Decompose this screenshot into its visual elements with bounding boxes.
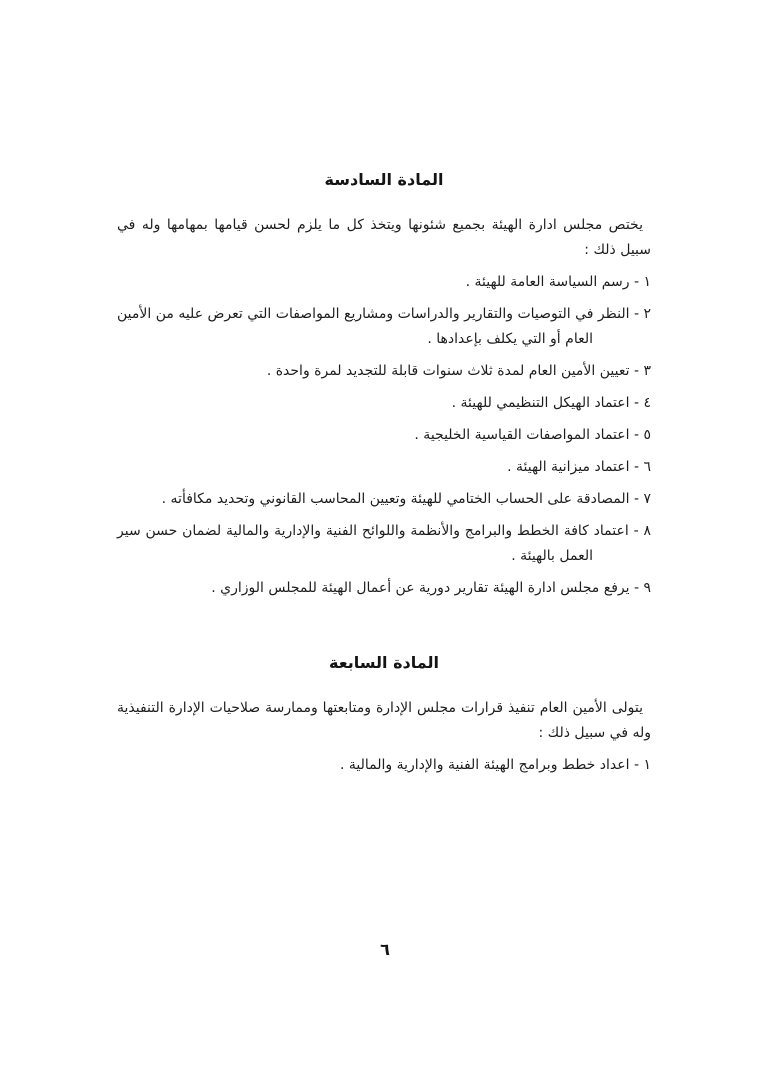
list-item: ١ - رسم السياسة العامة للهيئة . <box>465 274 651 290</box>
list-item: ٣ - تعيين الأمين العام لمدة ثلاث سنوات قابلة للتجديد لمرة واحدة . <box>266 363 651 379</box>
list-item: ٢ - النظر في التوصيات والتقارير والدراسات ومشاريع المواصفات التي تعرض عليه من الأمين العام أو التي يكلف بإعدادها . <box>117 306 651 347</box>
article-six-title: المادة السادسة <box>324 170 444 189</box>
article-seven-intro: يتولى الأمين العام تنفيذ قرارات مجلس الإدارة ومتابعتها وممارسة صلاحيات الإدارة التنفيذية وله في سبيل ذلك : <box>117 700 651 741</box>
document-content <box>117 170 651 785</box>
article-six-intro: يختص مجلس ادارة الهيئة بجميع شئونها ويتخذ كل ما يلزم لحسن قيامها بمهامها وله في سبيل ذلك : <box>117 217 651 258</box>
list-item: ١ - اعداد خطط وبرامج الهيئة الفنية والإدارية والمالية . <box>340 757 651 773</box>
article-seven-title: المادة السابعة <box>329 653 439 672</box>
list-item: ٦ - اعتماد ميزانية الهيئة . <box>507 459 651 475</box>
list-item: ٨ - اعتماد كافة الخطط والبرامج والأنظمة واللوائح الفنية والإدارية والمالية لضمان حسن سير العمل بالهيئة . <box>117 523 651 564</box>
list-item: ٩ - يرفع مجلس ادارة الهيئة تقارير دورية عن أعمال الهيئة للمجلس الوزاري . <box>211 580 651 596</box>
list-item: ٥ - اعتماد المواصفات القياسية الخليجية . <box>414 427 651 443</box>
article-six-section <box>117 170 651 601</box>
page-number: ٦ <box>380 940 390 959</box>
article-seven-list <box>117 753 651 778</box>
article-seven-section <box>117 653 651 778</box>
article-six-list <box>117 270 651 601</box>
list-item: ٧ - المصادقة على الحساب الختامي للهيئة وتعيين المحاسب القانوني وتحديد مكافأته . <box>161 491 651 507</box>
list-item: ٤ - اعتماد الهيكل التنظيمي للهيئة . <box>451 395 651 411</box>
